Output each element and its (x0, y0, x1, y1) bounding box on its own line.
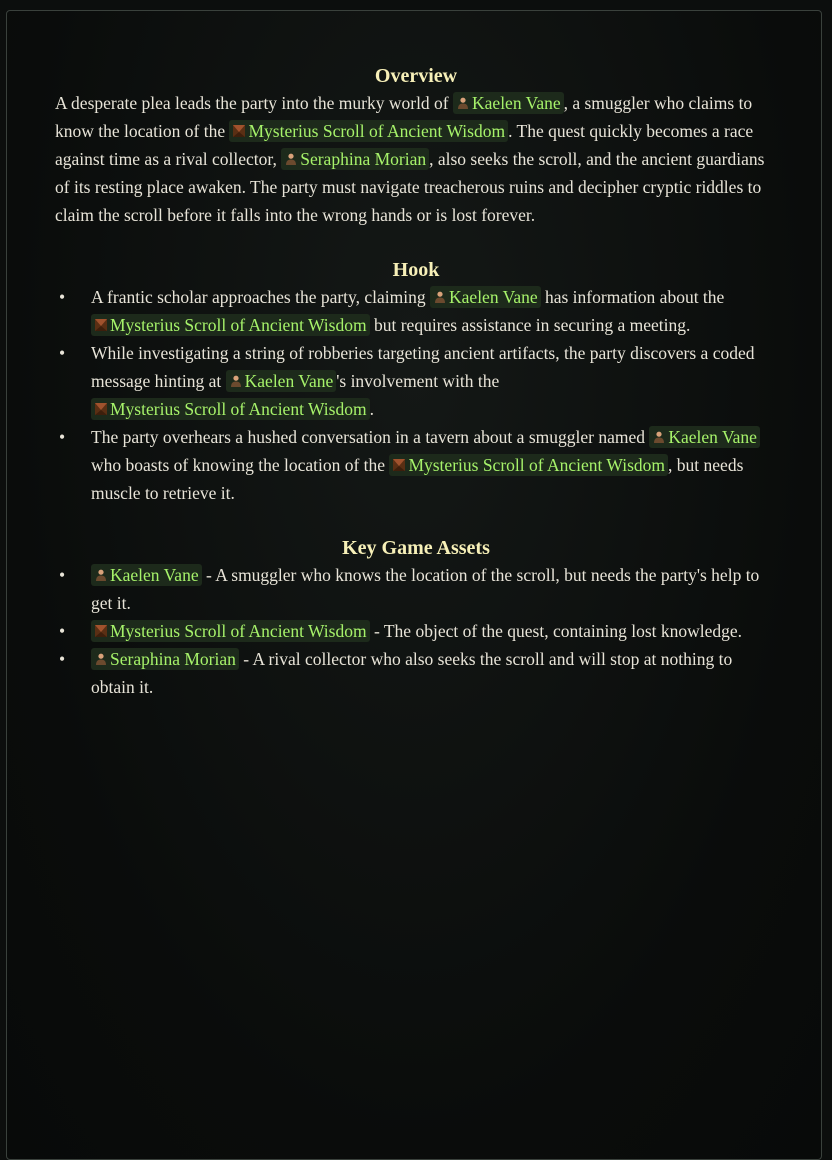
entity-tag-mysterius-scroll[interactable] (91, 398, 370, 420)
entity-tag-kaelen-vane[interactable] (453, 92, 564, 114)
overview-heading: Overview (374, 65, 458, 87)
entity-label: Kaelen Vane (110, 565, 199, 585)
overview-text: A desperate plea leads the party into the murky world of (55, 93, 454, 113)
assets-list (55, 561, 777, 701)
person-icon (433, 290, 447, 304)
item-text: has information about the (540, 287, 725, 307)
bullet: • (59, 287, 66, 307)
scroll-icon (94, 318, 108, 332)
item-text: - The object of the quest, containing lost knowledge. (369, 621, 743, 641)
person-icon (284, 152, 298, 166)
entity-tag-seraphina-morian[interactable] (91, 648, 239, 670)
assets-heading: Key Game Assets (342, 537, 490, 559)
list-item (55, 645, 777, 701)
person-icon (229, 374, 243, 388)
list-item (55, 423, 777, 507)
entity-label: Mysterius Scroll of Ancient Wisdom (248, 121, 506, 141)
scroll-icon (94, 402, 108, 416)
overview-text: . The quest quickly becomes a race against time as a rival collector, (55, 121, 754, 169)
person-icon (94, 568, 108, 582)
list-item (55, 561, 777, 617)
entity-label: Kaelen Vane (449, 287, 538, 307)
bullet: • (59, 621, 66, 641)
person-icon (456, 96, 470, 110)
item-text: A frantic scholar approaches the party, claiming (91, 287, 431, 307)
overview-section (55, 63, 777, 229)
entity-tag-kaelen-vane[interactable] (430, 286, 541, 308)
entity-tag-mysterius-scroll[interactable] (389, 454, 668, 476)
item-text: - A smuggler who knows the location of the scroll, but needs the party's help to get it. (91, 565, 760, 613)
overview-text: , also seeks the scroll, and the ancient guardians of its resting place awaken. The party must navigate treacherous ruins and decipher cryptic riddles to claim the scroll before it falls into the wrong hands or is lost forever. (55, 149, 765, 225)
quest-panel (6, 10, 822, 1160)
entity-label: Mysterius Scroll of Ancient Wisdom (110, 315, 367, 335)
assets-section (55, 535, 777, 701)
item-text: - A rival collector who also seeks the scroll and will stop at nothing to obtain it. (91, 649, 733, 697)
overview-paragraph (55, 89, 777, 229)
entity-label: Kaelen Vane (244, 371, 334, 391)
bullet: • (59, 427, 66, 447)
overview-text: , a smuggler who claims to know the location of the (55, 93, 753, 141)
entity-label: Seraphina Morian (300, 149, 427, 169)
entity-tag-seraphina-morian[interactable] (281, 148, 429, 170)
entity-label: Mysterius Scroll of Ancient Wisdom (408, 455, 666, 475)
quest-content (55, 63, 777, 729)
entity-tag-mysterius-scroll[interactable] (91, 620, 370, 642)
scroll-icon (392, 458, 406, 472)
item-text: who boasts of knowing the location of the (91, 455, 390, 475)
item-text: . (369, 399, 374, 419)
person-icon (652, 430, 666, 444)
entity-label: Kaelen Vane (668, 427, 757, 447)
item-text: The party overhears a hushed conversation in a tavern about a smuggler named (91, 427, 650, 447)
list-item (55, 339, 777, 423)
entity-tag-mysterius-scroll[interactable] (91, 314, 370, 336)
hook-section (55, 257, 777, 507)
entity-tag-kaelen-vane[interactable] (649, 426, 760, 448)
entity-label: Kaelen Vane (472, 93, 561, 113)
bullet: • (59, 649, 66, 669)
entity-label: Seraphina Morian (110, 649, 236, 669)
scroll-icon (232, 124, 246, 138)
entity-label: Mysterius Scroll of Ancient Wisdom (110, 399, 367, 419)
entity-tag-kaelen-vane[interactable] (226, 370, 337, 392)
hook-list (55, 283, 777, 507)
item-text: While investigating a string of robberies targeting ancient artifacts, the party discovers a coded message hinting at (91, 343, 755, 391)
person-icon (94, 652, 108, 666)
item-text: 's involvement with the (336, 371, 500, 391)
bullet: • (59, 565, 66, 585)
item-text: but requires assistance in securing a meeting. (369, 315, 691, 335)
entity-tag-mysterius-scroll[interactable] (229, 120, 508, 142)
list-item (55, 617, 777, 645)
entity-label: Mysterius Scroll of Ancient Wisdom (110, 621, 367, 641)
scroll-icon (94, 624, 108, 638)
hook-heading: Hook (392, 259, 440, 281)
list-item (55, 283, 777, 339)
bullet: • (59, 343, 66, 363)
entity-tag-kaelen-vane[interactable] (91, 564, 202, 586)
item-text: , but needs muscle to retrieve it. (91, 455, 744, 503)
